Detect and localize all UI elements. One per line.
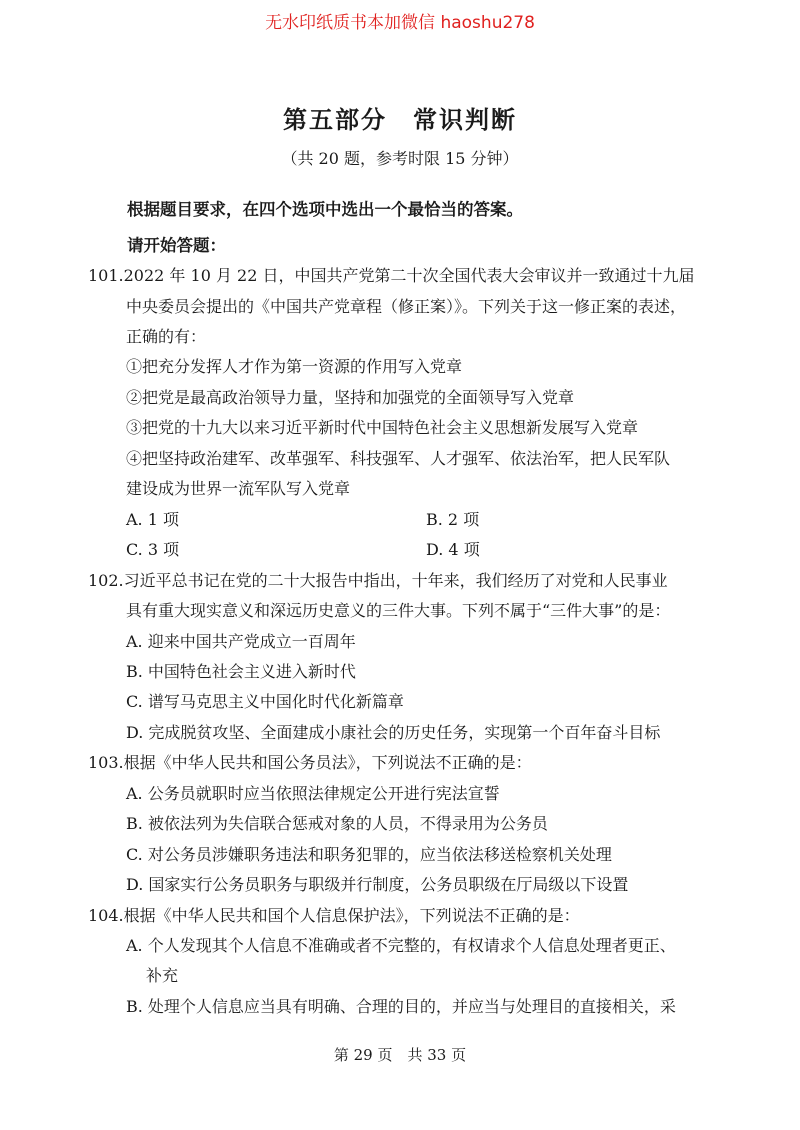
question-101-option-a: A. 1 项 xyxy=(126,510,179,529)
question-104-option-a: A. 个人发现其个人信息不准确或者不完整的，有权请求个人信息处理者更正、 xyxy=(126,936,676,955)
section-title: 第五部分 常识判断 xyxy=(283,106,517,134)
instruction-text: 根据题目要求，在四个选项中选出一个最恰当的答案。 xyxy=(127,200,523,219)
question-101-option-b: B. 2 项 xyxy=(426,510,480,529)
section-subtitle: （共 20 题，参考时限 15 分钟） xyxy=(281,149,519,168)
question-101-item-3: ③把党的十九大以来习近平新时代中国特色社会主义思想新发展写入党章 xyxy=(126,418,639,437)
question-104-line-1: 104.根据《中华人民共和国个人信息保护法》，下列说法不正确的是： xyxy=(88,906,580,925)
question-101-item-2: ②把党是最高政治领导力量，坚持和加强党的全面领导写入党章 xyxy=(126,388,575,407)
question-103-option-a: A. 公务员就职时应当依照法律规定公开进行宪法宣誓 xyxy=(126,784,500,803)
question-102-line-1: 102.习近平总书记在党的二十大报告中指出，十年来，我们经历了对党和人民事业 xyxy=(88,571,668,590)
question-102-option-a: A. 迎来中国共产党成立一百周年 xyxy=(126,632,356,651)
question-104-option-b: B. 处理个人信息应当具有明确、合理的目的，并应当与处理目的直接相关，采 xyxy=(126,997,676,1016)
question-103-option-c: C. 对公务员涉嫌职务违法和职务犯罪的，应当依法移送检察机关处理 xyxy=(126,845,612,864)
question-101-line-2: 中央委员会提出的《中国共产党章程（修正案）》。下列关于这一修正案的表述， xyxy=(126,297,687,316)
question-103-line-1: 103.根据《中华人民共和国公务员法》，下列说法不正确的是： xyxy=(88,753,532,772)
start-prompt: 请开始答题： xyxy=(127,236,226,255)
page-footer: 第 29 页 共 33 页 xyxy=(333,1046,467,1064)
question-102-line-2: 具有重大现实意义和深远历史意义的三件大事。下列不属于“三件大事”的是： xyxy=(126,601,671,620)
question-101-option-c: C. 3 项 xyxy=(126,540,180,559)
question-102-option-c: C. 谱写马克思主义中国化时代化新篇章 xyxy=(126,692,404,711)
question-101-option-d: D. 4 项 xyxy=(426,540,480,559)
question-101-item-4-cont: 建设成为世界一流军队写入党章 xyxy=(126,479,351,498)
question-102-option-d: D. 完成脱贫攻坚、全面建成小康社会的历史任务，实现第一个百年奋斗目标 xyxy=(126,723,661,742)
question-101-item-4: ④把坚持政治建军、改革强军、科技强军、人才强军、依法治军，把人民军队 xyxy=(126,449,671,468)
watermark-text: 无水印纸质书本加微信 haoshu278 xyxy=(265,13,535,33)
question-104-option-a-cont: 补充 xyxy=(146,966,179,985)
question-102-option-b: B. 中国特色社会主义进入新时代 xyxy=(126,662,356,681)
question-101-item-1: ①把充分发挥人才作为第一资源的作用写入党章 xyxy=(126,357,463,376)
question-101-line-1: 101.2022 年 10 月 22 日，中国共产党第二十次全国代表大会审议并一致通过十九届 xyxy=(88,266,695,285)
question-103-option-b: B. 被依法列为失信联合惩戒对象的人员，不得录用为公务员 xyxy=(126,814,548,833)
question-103-option-d: D. 国家实行公务员职务与职级并行制度，公务员职级在厅局级以下设置 xyxy=(126,875,629,894)
question-101-line-3: 正确的有： xyxy=(126,327,207,346)
